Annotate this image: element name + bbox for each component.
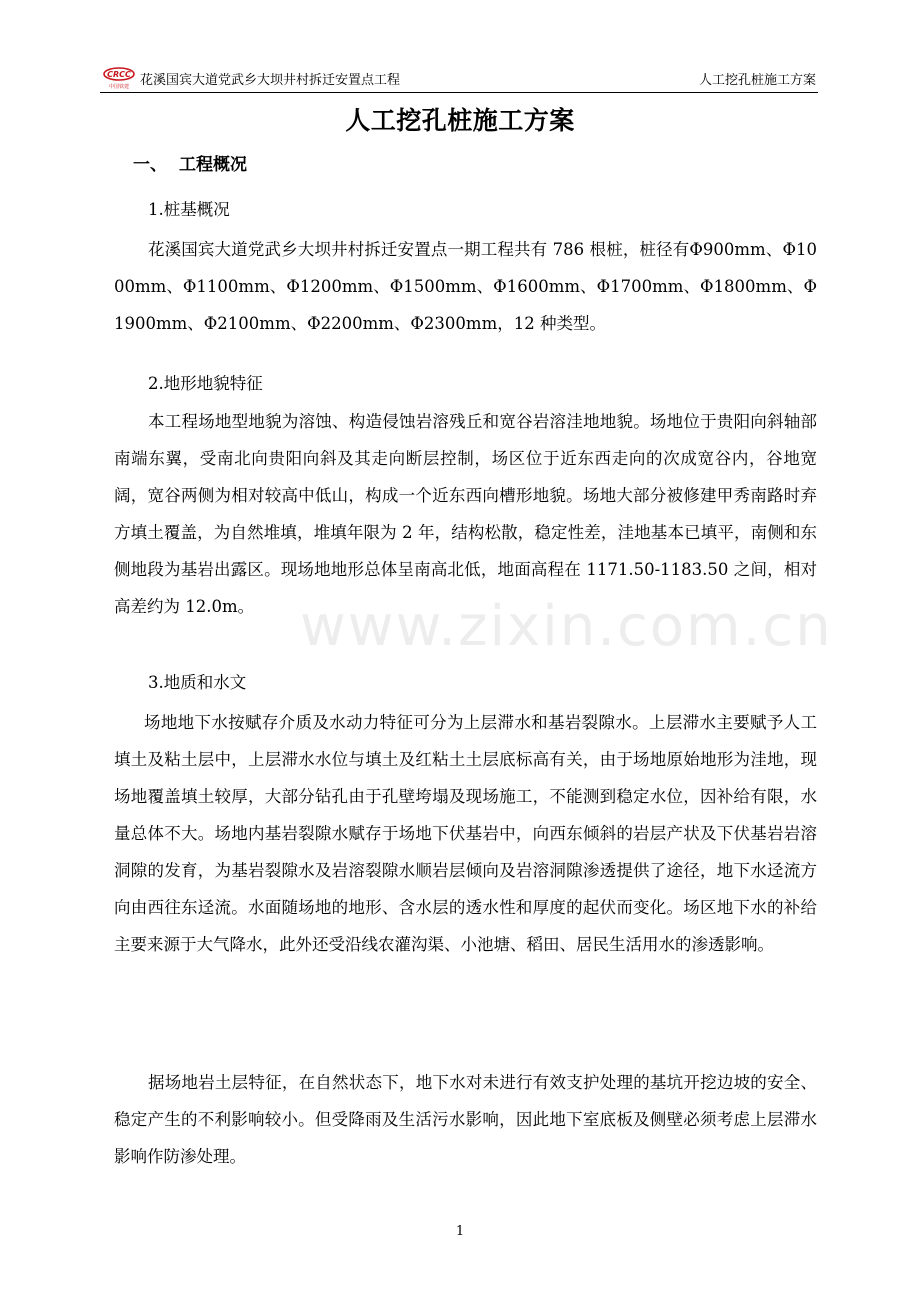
paragraph-groundwater: 场地地下水按赋存介质及水动力特征可分为上层滞水和基岩裂隙水。上层滞水主要赋予人工填土及粘土层中，上层滞水水位与填土及红粘土土层底标高有关，由于场地原始地形为洼地，现场地覆盖填土较厚，大部分钻孔由于孔壁垮塌及现场施工，不能测到稳定水位，因补给有限，水量总体不大。场地内基岩裂隙水赋存于场地下伏基岩中，向西东倾斜的岩层产状及下伏基岩岩溶洞隙的发育，为基岩裂隙水及岩溶裂隙水顺岩层倾向及岩溶洞隙渗透提供了途径，地下水迳流方向由西往东迳流。水面随场地的地形、含水层的透水性和厚度的起伏而变化。场区地下水的补给主要来源于大气降水，此外还受沿线农灌沟渠、小池塘、稻田、居民生活用水的渗透影响。 [114, 713, 817, 954]
crcc-logo-icon [102, 66, 136, 90]
header-document-title: 人工挖孔桩施工方案 [698, 73, 816, 88]
svg-text:中国铁建: 中国铁建 [108, 84, 130, 90]
document-title: 人工挖孔桩施工方案 [345, 106, 575, 135]
section-number: 一、 [133, 155, 167, 175]
paragraph-terrain: 本工程场地型地貌为溶蚀、构造侵蚀岩溶残丘和宽谷岩溶洼地地貌。场地位于贵阳向斜轴部南端东翼，受南北向贵阳向斜及其走向断层控制，场区位于近东西走向的次成宽谷内，谷地宽阔，宽谷两侧为相对较高中低山，构成一个近东西向槽形地貌。场地大部分被修建甲秀南路时弃方填土覆盖，为自然堆填，堆填年限为 2 年，结构松散，稳定性差，洼地基本已填平，南侧和东侧地段为基岩出露区。现场地地形总体呈南高北低，地面高程在 1171.50-1183.50 之间，相对高差约为 12.0m。 [114, 412, 817, 616]
paragraph-groundwater-impact: 据场地岩土层特征，在自然状态下，地下水对未进行有效支护处理的基坑开挖边坡的安全、稳定产生的不利影响较小。但受降雨及生活污水影响，因此地下室底板及侧壁必须考虑上层滞水影响作防渗处理。 [114, 1073, 817, 1166]
subheading-pile-overview: 1.桩基概况 [148, 200, 230, 219]
watermark: www.zixin.com.cn [300, 594, 833, 659]
subheading-geology-hydrology: 3.地质和水文 [148, 673, 247, 692]
svg-text:CRCC: CRCC [107, 70, 131, 79]
page-number: 1 [455, 1224, 465, 1239]
section-heading [133, 150, 247, 175]
paragraph-pile-overview: 花溪国宾大道党武乡大坝井村拆迁安置点一期工程共有 786 根桩，桩径有Φ900mm、Φ1000mm、Φ1100mm、Φ1200mm、Φ1500mm、Φ1600mm、Φ1700mm、Φ1800mm、Φ1900mm、Φ2100mm、Φ2200mm、Φ2300mm，12 种类型。 [114, 240, 817, 333]
section-title: 工程概况 [179, 155, 247, 175]
page-header [100, 64, 818, 93]
header-project-name: 花溪国宾大道党武乡大坝井村拆迁安置点工程 [140, 73, 401, 88]
subheading-terrain: 2.地形地貌特征 [148, 374, 263, 393]
